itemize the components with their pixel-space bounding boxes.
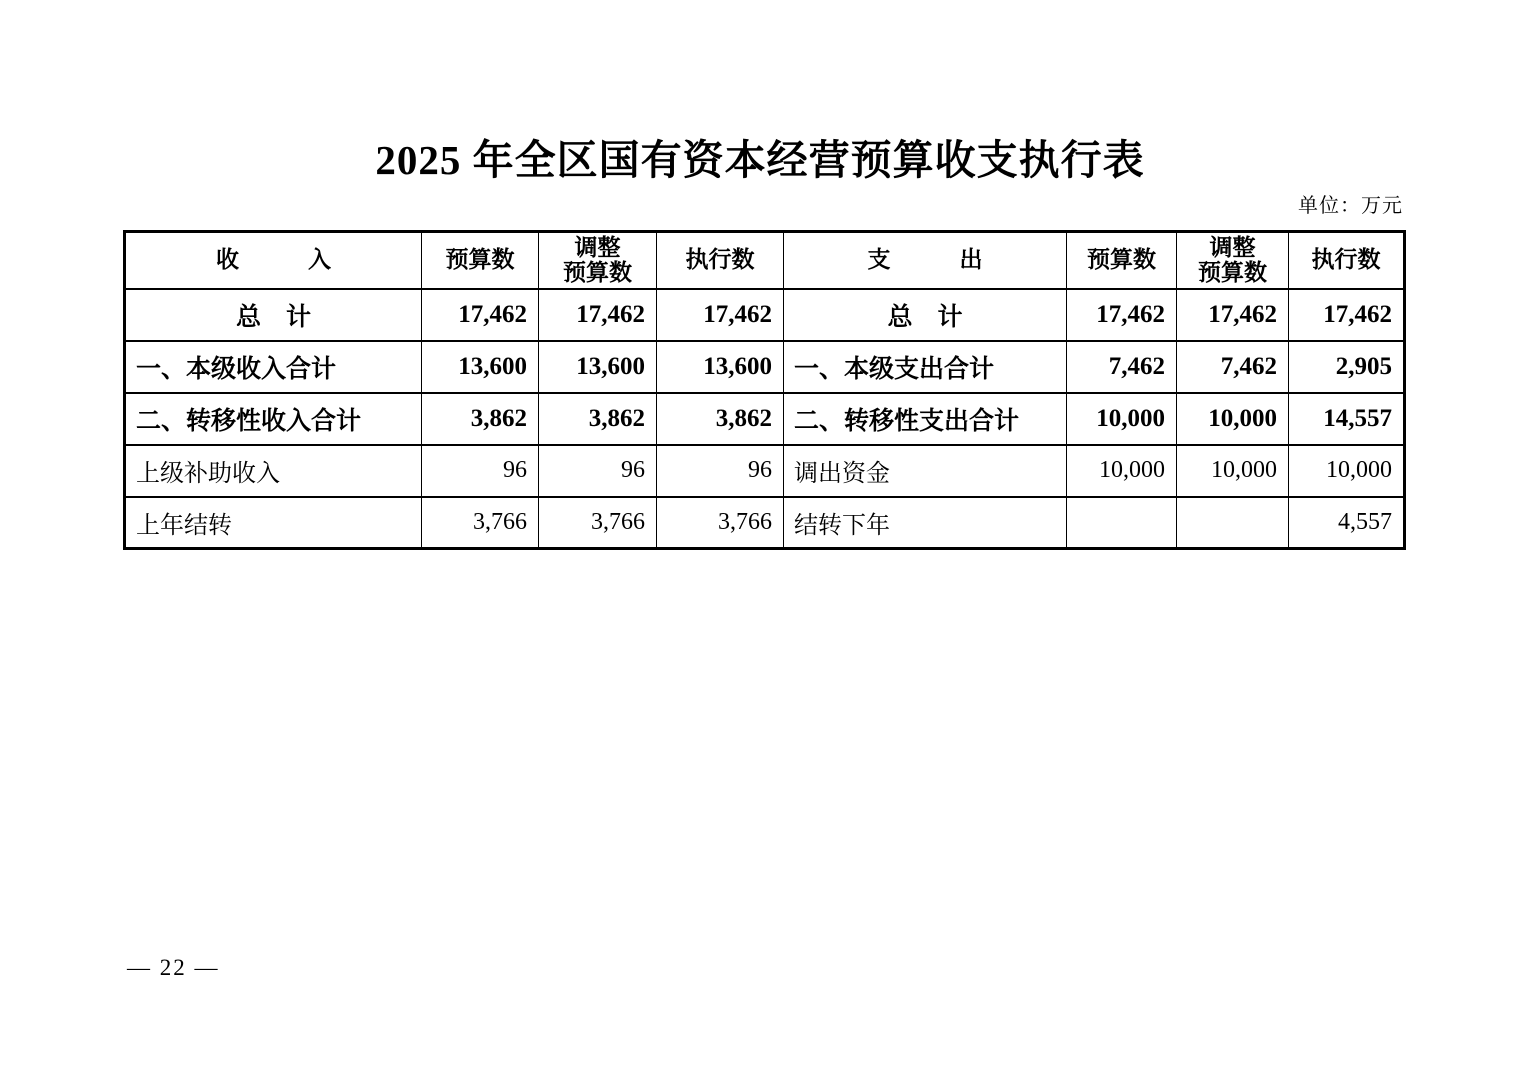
local-expenditure-budget: 7,462 — [1067, 341, 1177, 393]
carryover-prev-year-execution: 3,766 — [657, 497, 784, 549]
table-row-transfer-subtotal — [125, 393, 1405, 445]
superior-subsidy-execution: 96 — [657, 445, 784, 497]
income-total-label: 总 计 — [125, 289, 422, 341]
header-adjusted-budget-right — [1177, 232, 1289, 289]
transfer-income-label: 二、转移性收入合计 — [125, 393, 422, 445]
local-expenditure-adjusted: 7,462 — [1177, 341, 1289, 393]
budget-table — [123, 230, 1406, 550]
funds-transferred-out-budget: 10,000 — [1067, 445, 1177, 497]
superior-subsidy-adjusted: 96 — [539, 445, 657, 497]
expenditure-total-execution: 17,462 — [1289, 289, 1405, 341]
local-income-budget: 13,600 — [422, 341, 539, 393]
funds-transferred-out-label: 调出资金 — [784, 445, 1067, 497]
transfer-expenditure-execution: 14,557 — [1289, 393, 1405, 445]
page-number: — 22 — — [127, 955, 220, 980]
income-total-adjusted: 17,462 — [539, 289, 657, 341]
carryover-prev-year-budget: 3,766 — [422, 497, 539, 549]
unit-label: 单位：万元 — [1298, 195, 1403, 217]
header-execution-right: 执行数 — [1289, 232, 1405, 289]
header-budget-left: 预算数 — [422, 232, 539, 289]
carryover-next-year-budget — [1067, 497, 1177, 549]
carryover-prev-year-adjusted: 3,766 — [539, 497, 657, 549]
local-income-label: 一、本级收入合计 — [125, 341, 422, 393]
carryover-next-year-adjusted — [1177, 497, 1289, 549]
table-row-level-subtotal — [125, 341, 1405, 393]
header-income: 收 入 — [125, 232, 422, 289]
header-expenditure: 支 出 — [784, 232, 1067, 289]
superior-subsidy-budget: 96 — [422, 445, 539, 497]
local-expenditure-execution: 2,905 — [1289, 341, 1405, 393]
page-title: 2025 年全区国有资本经营预算收支执行表 — [375, 137, 1145, 183]
income-total-budget: 17,462 — [422, 289, 539, 341]
carryover-next-year-label: 结转下年 — [784, 497, 1067, 549]
income-total-execution: 17,462 — [657, 289, 784, 341]
transfer-income-adjusted: 3,862 — [539, 393, 657, 445]
local-income-execution: 13,600 — [657, 341, 784, 393]
carryover-next-year-execution: 4,557 — [1289, 497, 1405, 549]
header-adjusted-line2-right: 预算数 — [1198, 259, 1267, 286]
transfer-expenditure-adjusted: 10,000 — [1177, 393, 1289, 445]
funds-transferred-out-execution: 10,000 — [1289, 445, 1405, 497]
local-income-adjusted: 13,600 — [539, 341, 657, 393]
expenditure-total-adjusted: 17,462 — [1177, 289, 1289, 341]
header-adjusted-budget-left — [539, 232, 657, 289]
table-header-row — [125, 232, 1405, 289]
header-adjusted-line2-left: 预算数 — [563, 259, 632, 286]
expenditure-total-budget: 17,462 — [1067, 289, 1177, 341]
header-adjusted-line1-left: 调整 — [574, 233, 621, 260]
table-row-subsidy — [125, 445, 1405, 497]
table-row-carryover — [125, 497, 1405, 549]
transfer-expenditure-label: 二、转移性支出合计 — [784, 393, 1067, 445]
header-execution-left: 执行数 — [657, 232, 784, 289]
transfer-expenditure-budget: 10,000 — [1067, 393, 1177, 445]
table-row-total — [125, 289, 1405, 341]
local-expenditure-label: 一、本级支出合计 — [784, 341, 1067, 393]
header-adjusted-line1-right: 调整 — [1209, 233, 1256, 260]
expenditure-total-label: 总 计 — [784, 289, 1067, 341]
transfer-income-execution: 3,862 — [657, 393, 784, 445]
header-budget-right: 预算数 — [1067, 232, 1177, 289]
transfer-income-budget: 3,862 — [422, 393, 539, 445]
carryover-prev-year-label: 上年结转 — [125, 497, 422, 549]
funds-transferred-out-adjusted: 10,000 — [1177, 445, 1289, 497]
superior-subsidy-label: 上级补助收入 — [125, 445, 422, 497]
